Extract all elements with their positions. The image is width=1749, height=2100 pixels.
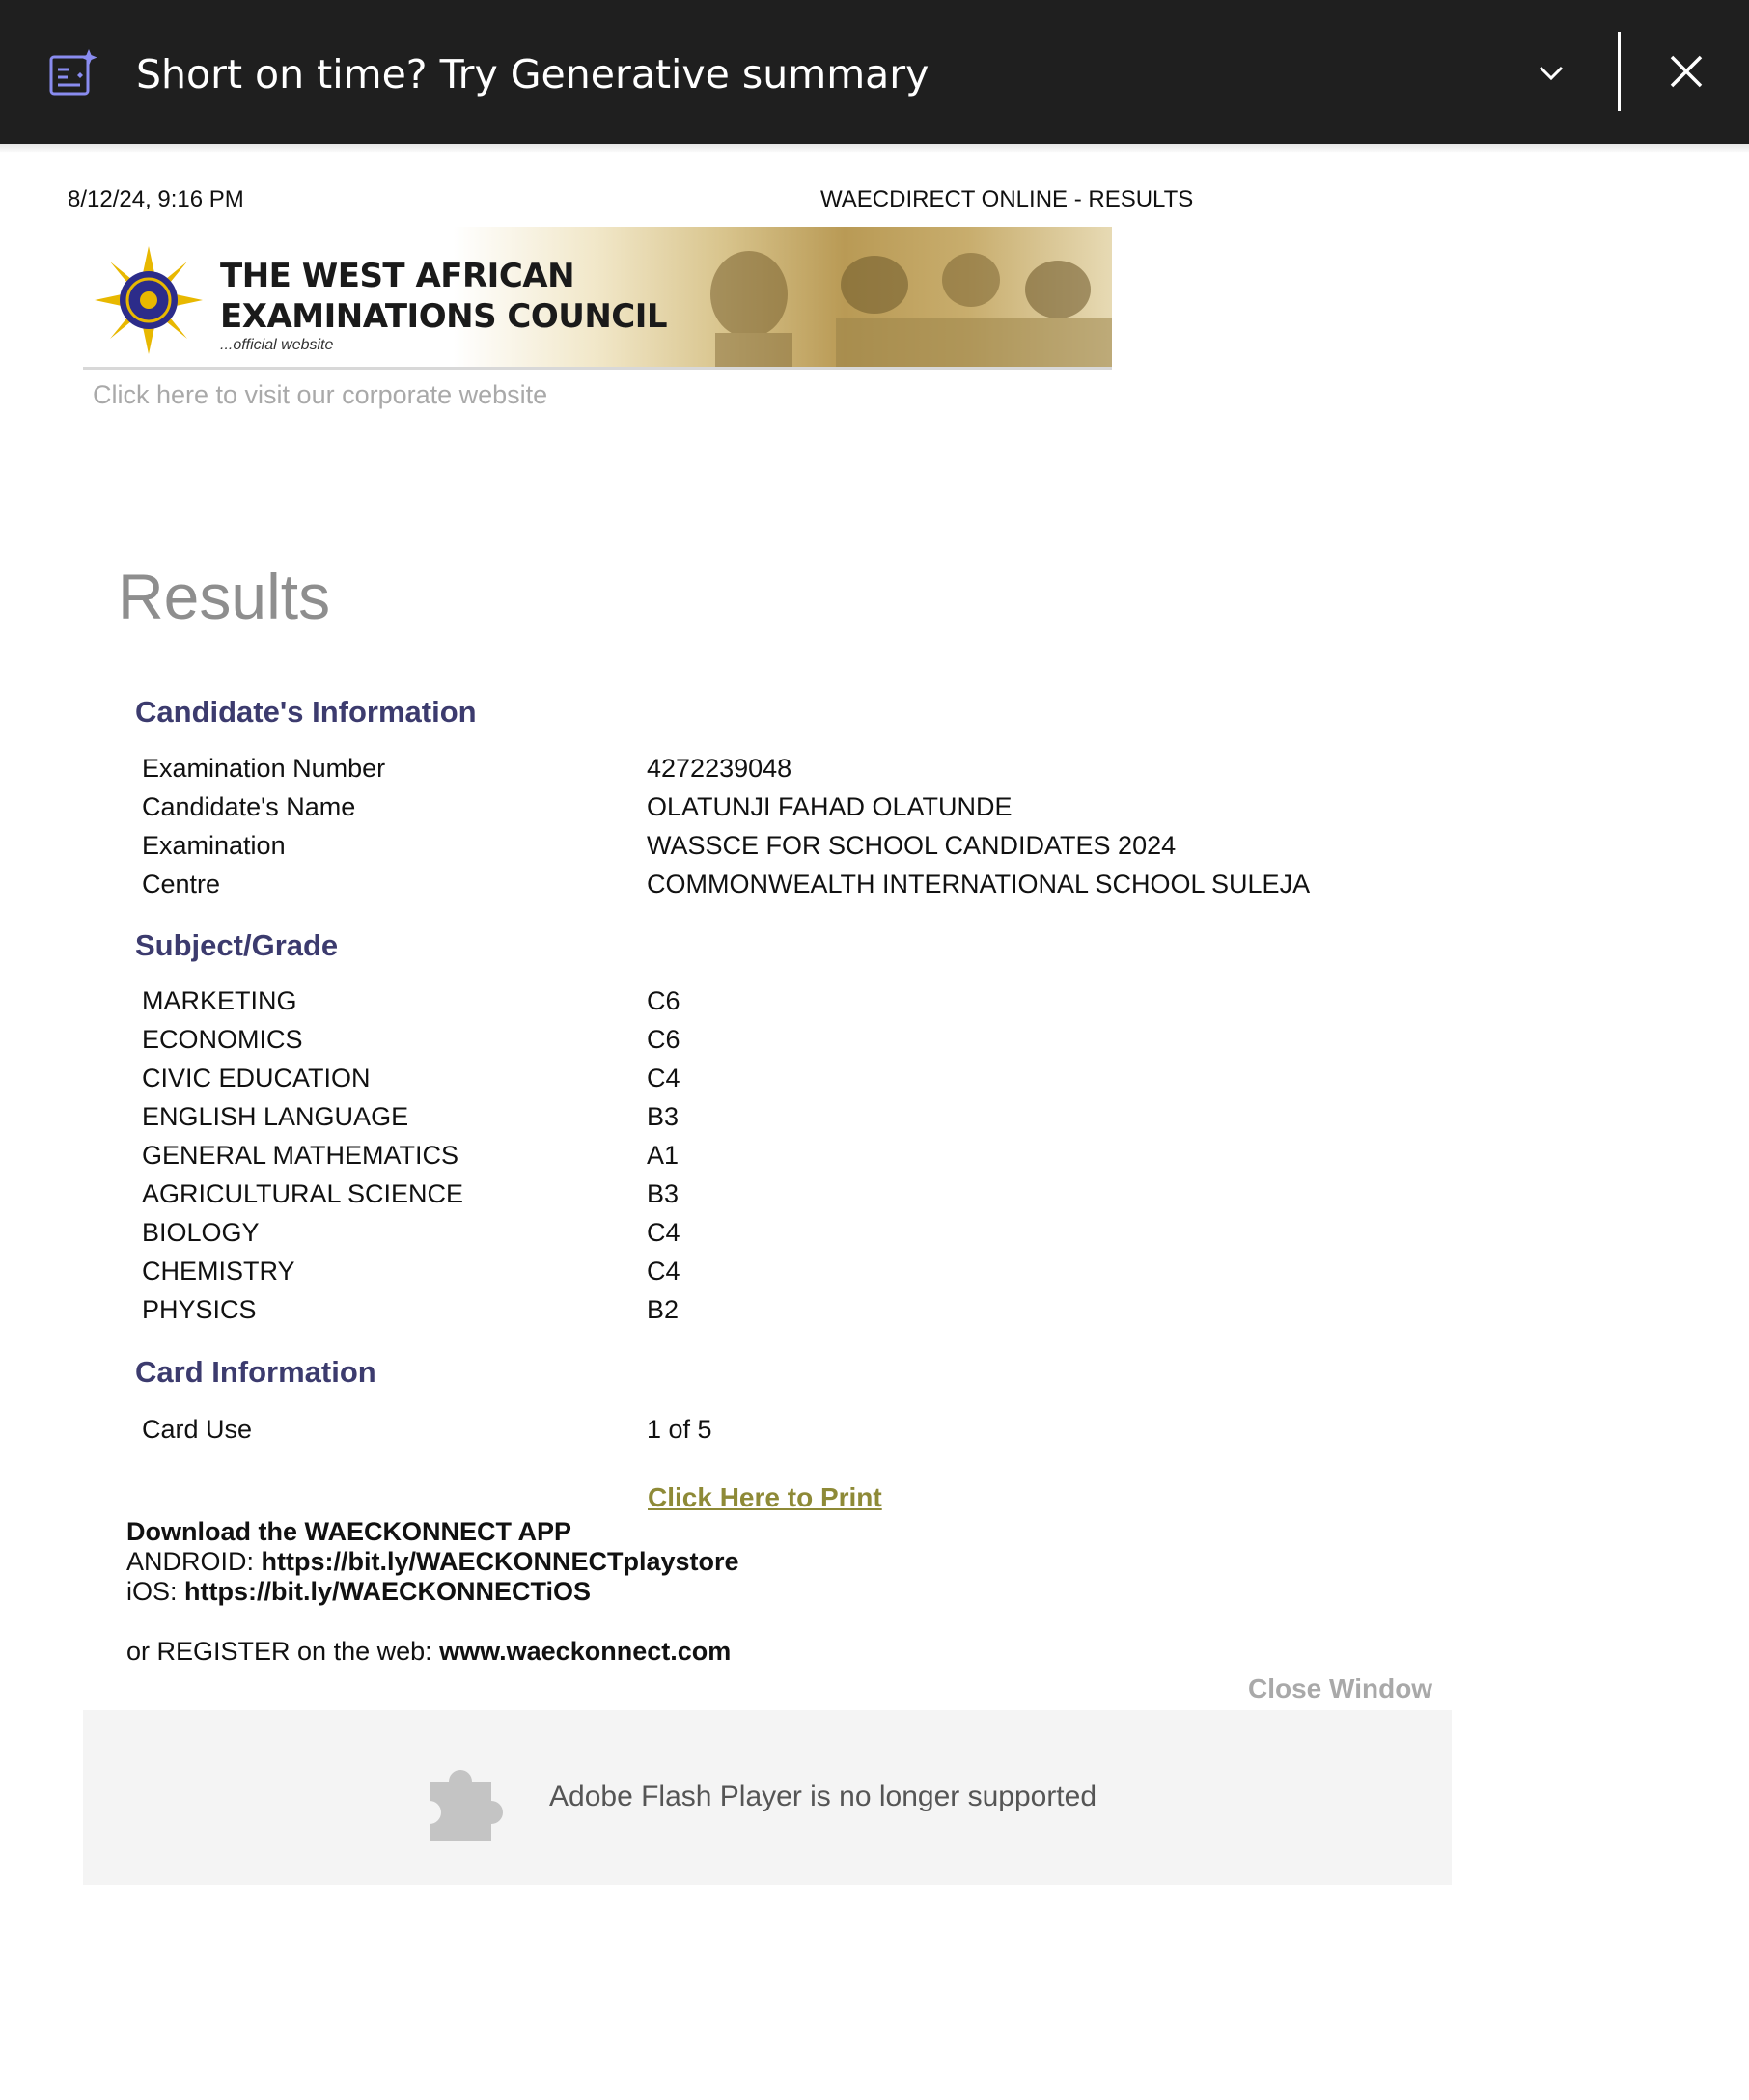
close-window-link[interactable]: Close Window xyxy=(1248,1673,1433,1703)
banner-shadow xyxy=(0,144,1749,153)
examination-value: WASSCE FOR SCHOOL CANDIDATES 2024 xyxy=(647,831,1177,860)
subject-name: GENERAL MATHEMATICS xyxy=(142,1141,459,1170)
waeckonnect-promo xyxy=(126,1517,739,1667)
summary-sparkle-icon[interactable] xyxy=(48,48,98,97)
subject-grade-heading: Subject/Grade xyxy=(135,928,339,962)
candidate-name-value: OLATUNJI FAHAD OLATUNDE xyxy=(647,792,1013,821)
register-prefix: or REGISTER on the web: xyxy=(126,1637,440,1666)
waec-header-banner xyxy=(83,227,1112,370)
graduation-scene-image xyxy=(624,227,1112,367)
generative-summary-banner xyxy=(0,0,1749,144)
card-use-label: Card Use xyxy=(142,1415,253,1444)
waec-org-name: THE WEST AFRICAN EXAMINATIONS COUNCIL xyxy=(220,257,668,336)
candidate-info-heading: Candidate's Information xyxy=(135,695,477,729)
corporate-website-link[interactable]: Click here to visit our corporate website xyxy=(93,380,548,409)
card-info-heading: Card Information xyxy=(135,1355,376,1389)
subject-name: BIOLOGY xyxy=(142,1218,260,1247)
chevron-down-icon[interactable] xyxy=(1538,60,1565,85)
print-link[interactable]: Click Here to Print xyxy=(648,1482,882,1512)
examination-label: Examination xyxy=(142,831,286,860)
flash-unsupported-message: Adobe Flash Player is no longer supported xyxy=(549,1781,1097,1812)
centre-label: Centre xyxy=(142,870,221,898)
register-web-link[interactable]: www.waeckonnect.com xyxy=(439,1637,732,1666)
subject-grade: B3 xyxy=(647,1102,680,1131)
candidate-name-label: Candidate's Name xyxy=(142,792,356,821)
ios-prefix: iOS: xyxy=(126,1577,185,1606)
subject-grade: B2 xyxy=(647,1295,680,1324)
subject-name: MARKETING xyxy=(142,986,297,1015)
subject-grade: C6 xyxy=(647,1025,680,1054)
close-icon[interactable] xyxy=(1669,54,1704,89)
subject-name: PHYSICS xyxy=(142,1295,257,1324)
print-date: 8/12/24, 9:16 PM xyxy=(68,186,244,212)
subject-grade: B3 xyxy=(647,1179,680,1208)
android-prefix: ANDROID: xyxy=(126,1547,262,1576)
subject-grade: C4 xyxy=(647,1257,680,1285)
waec-seal-logo xyxy=(93,244,205,356)
banner-title[interactable]: Short on time? Try Generative summary xyxy=(136,51,930,97)
flash-placeholder xyxy=(83,1710,1452,1885)
page-title: Results xyxy=(118,561,331,632)
exam-number-value: 4272239048 xyxy=(647,754,792,783)
print-page-title: WAECDIRECT ONLINE - RESULTS xyxy=(820,186,1194,212)
subject-grade: C4 xyxy=(647,1218,680,1247)
subject-name: AGRICULTURAL SCIENCE xyxy=(142,1179,464,1208)
subject-grade: A1 xyxy=(647,1141,680,1170)
exam-number-label: Examination Number xyxy=(142,754,386,783)
subject-name: CIVIC EDUCATION xyxy=(142,1064,371,1092)
subject-name: CHEMISTRY xyxy=(142,1257,295,1285)
app-download-heading: Download the WAECKONNECT APP xyxy=(126,1517,572,1546)
card-use-value: 1 of 5 xyxy=(647,1415,712,1444)
ios-app-link[interactable]: https://bit.ly/WAECKONNECTiOS xyxy=(184,1577,592,1606)
banner-divider xyxy=(1618,32,1621,111)
subject-name: ECONOMICS xyxy=(142,1025,303,1054)
subject-grade: C6 xyxy=(647,986,680,1015)
subject-grade: C4 xyxy=(647,1064,680,1092)
waec-tagline: ...official website xyxy=(220,337,334,353)
subject-name: ENGLISH LANGUAGE xyxy=(142,1102,409,1131)
puzzle-plugin-icon xyxy=(426,1749,518,1841)
centre-value: COMMONWEALTH INTERNATIONAL SCHOOL SULEJA xyxy=(647,870,1311,898)
android-app-link[interactable]: https://bit.ly/WAECKONNECTplaystore xyxy=(261,1547,739,1576)
